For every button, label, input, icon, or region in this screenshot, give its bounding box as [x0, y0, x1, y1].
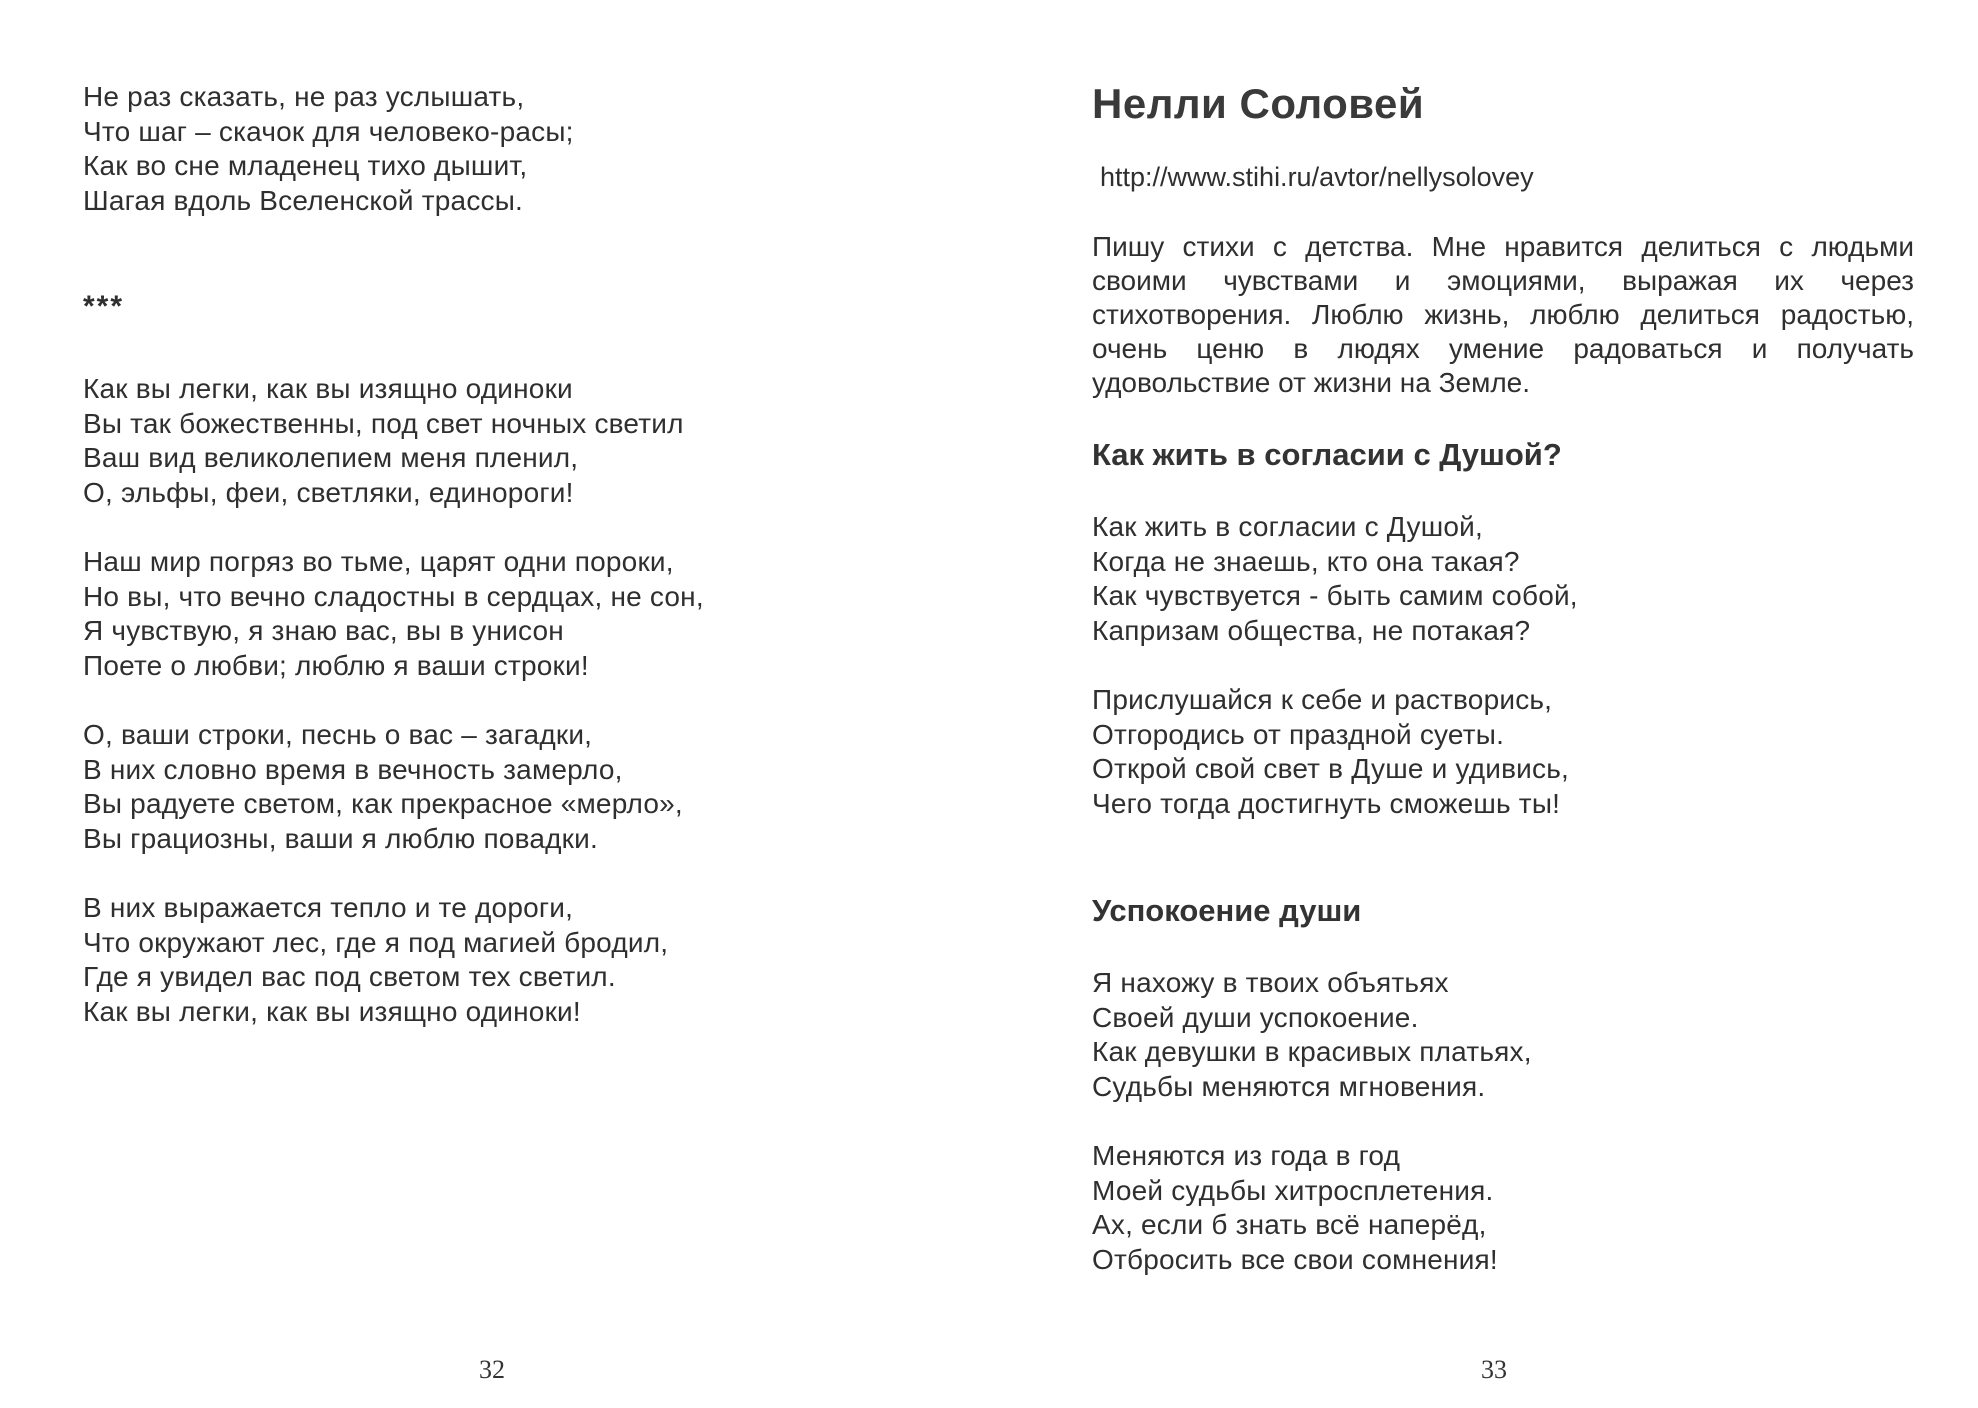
poem-line: Как жить в согласии с Душой,	[1092, 511, 1483, 542]
poem-line: О, эльфы, феи, светляки, единороги!	[83, 476, 574, 508]
poem-line: Меняются из года в год	[1092, 1140, 1401, 1171]
poem-line: Своей души успокоение.	[1092, 1001, 1419, 1033]
poem-title: Как жить в согласии с Душой?	[1092, 437, 1562, 472]
stanza	[83, 372, 684, 510]
stanza	[83, 718, 683, 856]
poem-line: Как вы легки, как вы изящно одиноки!	[83, 995, 581, 1027]
poem-line: Я чувствую, я знаю вас, вы в унисон	[83, 615, 564, 646]
poem-line: Поете о любви; люблю я ваши строки!	[83, 649, 589, 681]
author-url: http://www.stihi.ru/avtor/nellysolovey	[1100, 162, 1534, 192]
stanza	[83, 80, 574, 218]
poem-line: Судьбы меняются мгновения.	[1092, 1070, 1486, 1102]
poem-line: Как чувствуется - быть самим собой,	[1092, 580, 1578, 611]
poem-line: Что окружают лес, где я под магией бродил,	[83, 926, 669, 958]
poem-line: Чего тогда достигнуть сможешь ты!	[1092, 787, 1561, 819]
section-separator: ***	[83, 290, 125, 323]
right-page	[989, 0, 1978, 1408]
poem-line: Где я увидел вас под светом тех светил.	[83, 961, 616, 992]
poem-line: Что шаг – скачок для человеко-расы;	[83, 115, 574, 147]
poem-line: Отгородись от праздной суеты.	[1092, 718, 1505, 750]
poem-line: Вы так божественны, под свет ночных светил	[83, 407, 684, 439]
stanza	[1092, 1139, 1498, 1277]
stanza	[83, 891, 668, 1029]
poem-line: Открой свой свет в Душе и удивись,	[1092, 753, 1569, 784]
poem-line: Капризам общества, не потакая?	[1092, 614, 1531, 646]
poem-line: В них словно время в вечность замерло,	[83, 753, 623, 785]
page-number: 32	[479, 1355, 505, 1384]
poem-line: Моей судьбы хитросплетения.	[1092, 1174, 1494, 1206]
poem-line: Прислушайся к себе и растворись,	[1092, 684, 1553, 715]
poem-line: В них выражается тепло и те дороги,	[83, 892, 574, 923]
poem-line: Наш мир погряз во тьме, царят одни пороки,	[83, 546, 674, 577]
poem-line: Как вы легки, как вы изящно одиноки	[83, 373, 573, 404]
poem-line: Я нахожу в твоих объятьях	[1092, 967, 1449, 998]
poem-line: Ваш вид великолепием меня пленил,	[83, 442, 579, 473]
stanza	[1092, 966, 1532, 1104]
poem-line: Вы радуете светом, как прекрасное «мерло»,	[83, 788, 683, 819]
poem-line: Ах, если б знать всё наперёд,	[1092, 1209, 1487, 1240]
poem-line: Как девушки в красивых платьях,	[1092, 1036, 1532, 1067]
stanza	[1092, 683, 1569, 821]
poem-line: Отбросить все свои сомнения!	[1092, 1243, 1498, 1275]
poem-line: Шагая вдоль Вселенской трассы.	[83, 184, 524, 216]
poem-line: Не раз сказать, не раз услышать,	[83, 81, 525, 112]
stanza	[1092, 510, 1578, 648]
poem-line: Но вы, что вечно сладостны в сердцах, не сон,	[83, 580, 704, 612]
poem-line: Как во сне младенец тихо дышит,	[83, 150, 528, 181]
author-bio: Пишу стихи с детства. Мне нравится делиться с людьми своими чувствами и эмоциями, выражая их через стихотворения. Люблю жизнь, люблю делиться радостью, очень ценю в людях умение радоваться и получать удовольствие от жизни на Земле.	[1092, 231, 1914, 398]
poem-line: Вы грациозны, ваши я люблю повадки.	[83, 822, 598, 854]
poem-line: Когда не знаешь, кто она такая?	[1092, 545, 1520, 577]
page-number: 33	[1481, 1355, 1507, 1384]
author-name: Нелли Соловей	[1092, 80, 1425, 127]
poem-line: О, ваши строки, песнь о вас – загадки,	[83, 719, 593, 750]
stanza	[83, 545, 704, 683]
poem-title: Успокоение души	[1092, 893, 1362, 928]
